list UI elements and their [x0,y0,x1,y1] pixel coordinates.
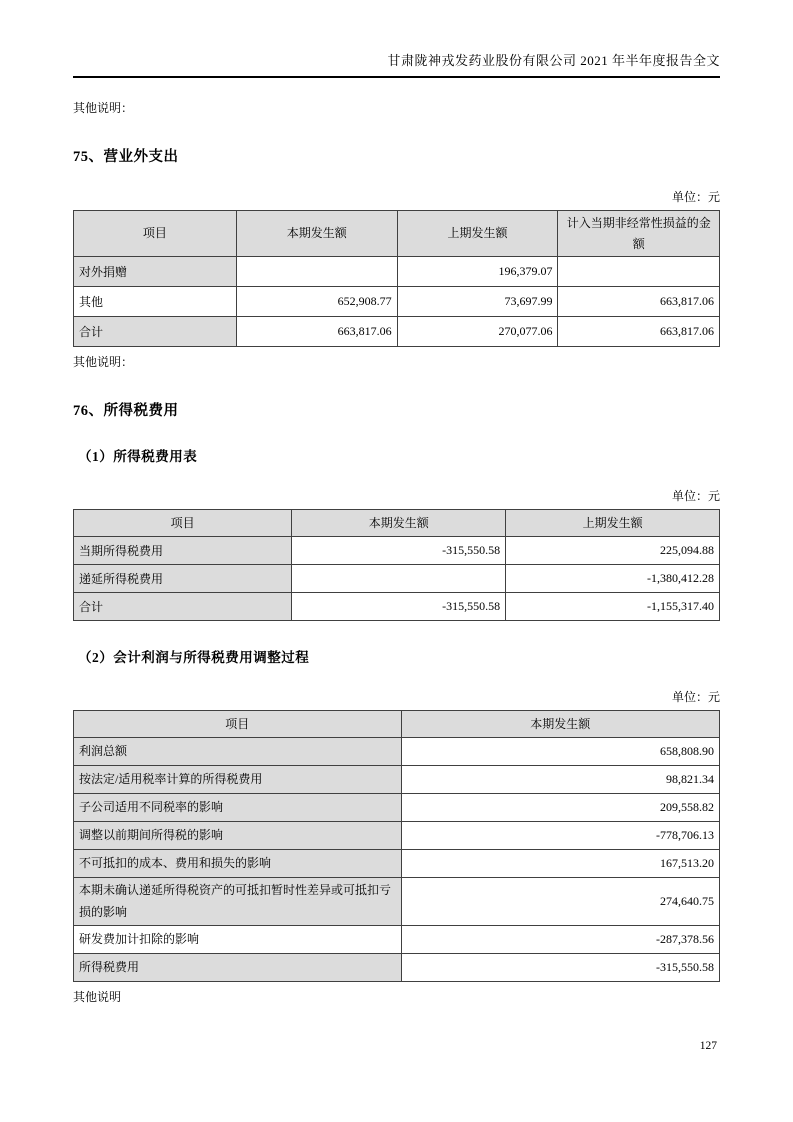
value-cell: -315,550.58 [292,537,506,565]
row-label-cell: 对外捐赠 [74,257,237,287]
unit-label-76-1: 单位：元 [671,489,720,503]
value-cell: -315,550.58 [401,954,719,982]
table-row [74,850,720,878]
section-75-heading: 75、营业外支出 [73,149,179,165]
value-cell [292,565,506,593]
value-cell: 270,077.06 [397,317,558,347]
table-row [74,766,720,794]
value-cell: 98,821.34 [401,766,719,794]
table-header-cell: 上期发生额 [397,211,558,257]
value-cell: -287,378.56 [401,926,719,954]
other-note-top: 其他说明： [73,101,134,115]
unit-label-76-2: 单位：元 [671,690,720,704]
value-cell: -1,380,412.28 [506,565,720,593]
value-cell: 73,697.99 [397,287,558,317]
value-cell: 663,817.06 [558,287,720,317]
table-row [74,257,720,287]
non-operating-expenses-table [73,210,720,347]
value-cell [236,257,397,287]
table-header-row [74,510,720,537]
table-header-row [74,711,720,738]
table-header-cell: 项目 [74,510,292,537]
table-header-cell: 计入当期非经常性损益的金额 [558,211,720,257]
row-label-cell: 当期所得税费用 [74,537,292,565]
table-row [74,822,720,850]
table-header-cell: 项目 [74,711,402,738]
section-76-sub1-heading: （1）所得税费用表 [78,449,198,464]
section-76-heading: 76、所得税费用 [73,403,179,419]
row-label-cell: 合计 [74,317,237,347]
row-label-cell: 利润总额 [74,738,402,766]
value-cell: 652,908.77 [236,287,397,317]
table-header-cell: 项目 [74,211,237,257]
value-cell: 274,640.75 [401,878,719,926]
row-label-cell: 不可抵扣的成本、费用和损失的影响 [74,850,402,878]
row-label-cell: 调整以前期间所得税的影响 [74,822,402,850]
value-cell [558,257,720,287]
table-row [74,593,720,621]
document-header-title: 甘肃陇神戎发药业股份有限公司 2021 年半年度报告全文 [73,50,720,78]
row-label-cell: 合计 [74,593,292,621]
row-label-cell: 本期未确认递延所得税资产的可抵扣暂时性差异或可抵扣亏损的影响 [74,878,402,926]
table-header-cell: 本期发生额 [401,711,719,738]
value-cell: 196,379.07 [397,257,558,287]
other-note-75: 其他说明： [73,355,134,369]
row-label-cell: 递延所得税费用 [74,565,292,593]
page-number: 127 [699,1040,717,1052]
value-cell: 209,558.82 [401,794,719,822]
table-header-cell: 本期发生额 [292,510,506,537]
value-cell: 663,817.06 [236,317,397,347]
row-label-cell: 研发费加计扣除的影响 [74,926,402,954]
value-cell: 225,094.88 [506,537,720,565]
table-row [74,954,720,982]
table-row [74,287,720,317]
table-header-cell: 上期发生额 [506,510,720,537]
table-row [74,878,720,926]
table-row [74,317,720,347]
table-row [74,537,720,565]
value-cell: 167,513.20 [401,850,719,878]
table-header-row [74,211,720,257]
table-header-cell: 本期发生额 [236,211,397,257]
other-note-76: 其他说明 [73,990,122,1005]
section-76-sub2-heading: （2）会计利润与所得税费用调整过程 [78,650,310,665]
income-tax-expense-table [73,509,720,621]
row-label-cell: 其他 [74,287,237,317]
tax-adjustment-table [73,710,720,982]
value-cell: 658,808.90 [401,738,719,766]
table-row [74,565,720,593]
table-row [74,926,720,954]
row-label-cell: 所得税费用 [74,954,402,982]
table-row [74,738,720,766]
value-cell: 663,817.06 [558,317,720,347]
table-row [74,794,720,822]
value-cell: -315,550.58 [292,593,506,621]
unit-label-75: 单位：元 [671,190,720,204]
value-cell: -1,155,317.40 [506,593,720,621]
row-label-cell: 子公司适用不同税率的影响 [74,794,402,822]
value-cell: -778,706.13 [401,822,719,850]
row-label-cell: 按法定/适用税率计算的所得税费用 [74,766,402,794]
